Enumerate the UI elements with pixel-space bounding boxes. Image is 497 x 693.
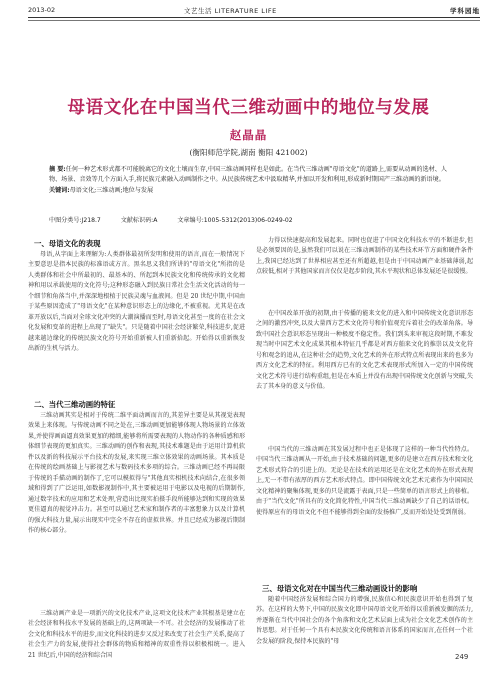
header-section: 学科园地 <box>450 7 480 15</box>
paragraph: 在中国改革开放的初期,由于传播的能来文化的进入和中国传统文化意识形态之间的激烈冲突,以及大量西方艺术文化符号和价值观充斥着社会的改革角落。导致中国社会意识形态呈现出一种极度不稳定性。我们到头来审视这段时期,不难发现当时中国艺术文化成果其根本特征几乎都是对西方舶来文化的推崇以及文化符号和观念的追从,在这种社会的趋势,文化艺术的外在形式特点所表现出来的也多为西方文化艺术的特征。利用西方已有的文化艺术表现形式所加入一定的中国传统文化艺术符号进行结构重组,但是在本质上并没有出现中国传统文化创新与突破,失去了其本身的意义与价值。 <box>256 310 473 391</box>
right-column <box>256 236 473 668</box>
author-name: 赵晶晶 <box>229 128 268 142</box>
classification-line <box>49 215 469 224</box>
abstract <box>49 165 453 186</box>
left-column <box>28 236 245 693</box>
paragraph: 三维动画产业是一项新兴的文化技术产业,这项文化技术产业其根基是建立在社会经济和科技水平发展的基础上的,这两项缺一不可。社会经济的发展推动了社会文化和科技水平的进步,而文化科技的进步又反过来改变了社会生产关系,提高了社会生产力的发展,使得社会群体的物质和精神的双重性得以积极相统一。进入 21 世纪后,中国的经济和综合国 <box>28 610 245 659</box>
paragraph: 母语,从字面上来理解为:人类群体最初所发明和使用的语言,而在一般情况下主要意思是指本民族的标准语或方言。黑名思义我们所讲的"母语文化"所指的是人类群体和社会中所最初的、最基本的、所起到本民族文化和传统传承的文化精神和用以承载使用的文化符号;这种形态融入到民族日常社会生活文化活动的每一个细节和角落当中,并深深地根植于民族灵魂与血液间。但是 20 世纪中期,中国由于某些原因造成了"母语文化"在某种意识形态上的边缘化,不被重视。尤其是在改革开放以后,当面对全球文化冲突的大潮演播而至时,母语文化甚至一度的在社会文化发展和变革的进程上出现了"缺失"。只是随着中国社会经济繁荣,科技进步,促进越来越边缘化的传统民族文化符号开始重新被人们重新拾起。开始得以重新焕发出新的生机与活力。 <box>28 251 245 353</box>
header-issue: 2013-02 <box>28 6 56 14</box>
header-journal: 文艺生活 LITERATURE LIFE <box>184 7 277 15</box>
section-heading-2: 二、当代三维动画的特征 <box>34 400 116 409</box>
keywords-text: 母语文化;三维动画;地位与发展 <box>69 186 154 194</box>
header-rule-thin <box>28 20 480 21</box>
abstract-block <box>49 165 453 196</box>
author-affiliation: (衡阳师范学院,湖南 衡阳 421002) <box>189 148 308 157</box>
section-heading-3: 三、母语文化对在中国当代三维动画设计的影响 <box>262 584 418 593</box>
paragraph: 随着中国经济发展和综合国力的增强,民族信心和民族意识开始也得到了复苏。在这样的大势下,中国的民族文化即中国母语文化开始得以重新被发掘的活力,并逐渐在当代中国社会的各个角落和文化艺术层面上成为社会文化艺术创作的主旨思想。对于任何一个具有本民族文化传统和语言体系的国家而言,在任何一个社会发展的阶段,保持本民族的"母 <box>256 596 473 645</box>
paragraph: 中国当代的三维动画在其发展过程中也正是体现了这样的一种当代性特点。中国当代三维动画从一开始,由于技术基础的问题,更多的是建立在西方技术和文化艺术形式符合的引进上的。无论是在技术的运用还是在文化艺术的外在形式表现上,无一不带有浓厚的西方艺术形式特点。即中国传统文化艺术元素作为中国国民文化精神的聚集体现,更多的只是流露于表面,只是一些简单的语言形式上的移植。由于"当代文化"所具有的文化简化特性,中国当代三维动画缺少了自己的话语权。使得原应有的母语文化不但不能够得到全面的发扬推广,反而开始处处受到削弱。 <box>256 446 473 516</box>
keywords-label: 关键词: <box>49 186 70 194</box>
page-number: 249 <box>455 653 469 661</box>
running-header <box>28 6 480 16</box>
paragraph: 三维动画其实是相对于传统二维平面动画而言的,其差异主要是从其视觉表现效果上来体现。与传统动画不同之处在,三维动画更加能够体现人物场景的立体效果,并使得画面逼真效果更加的精细,能够将所需要表现的人物动作的各种质感和形体细节表现的更加真实。三维动画的创作和表现,其技术难题是由于运用计算机软件以及新的科技展示平台技术的发展,来实现三维立体效果的动画场景。其本质是在传统的绘画基础上与影视艺术与数码技术多项的综合。三维动画已经不再局限于传统的手描动画的制作了,它可以模拟得与"其他真实相机技术向结合,在很多领域和得到了广泛运用,如数影视制作中,其主要被运用于电影以及电视的后期制作,通过数字技术的应用和艺术处理,营造出比现实拍摄手段所能够达到和实现的效果更佳逼真的视觉冲击力。甚至可以通过艺术家和制作者的丰富想象力以及计算机的强大科技力量,展示出现实中完全不存在的虚拟世界。并且已经成为影视后期制作的核心部分。 <box>28 412 245 534</box>
abstract-label: 摘 要: <box>49 166 66 173</box>
keywords <box>49 186 453 196</box>
article-number: 文章编号:1005-5312(2013)06-0249-02 <box>177 217 293 224</box>
paragraph: 力得以快速提高和发展起来。同时也促进了中国文化科技水平的不断进步,但是必须要因的是,虽然我们可以说在三维动画制作的某些技术环节方面和硬件条件上,我国已经达到了世界相应甚至还有所超越,但是由于中国动画产业基础薄弱,起点较低,相对于其他国家而言仅仅是起步阶段,其水平现状和总体发展还是很缓慢。 <box>256 237 473 276</box>
document-code: 文献标识码:A <box>120 217 158 224</box>
section-heading-1: 一、母语文化的表现 <box>34 239 101 248</box>
clc-number: 中图分类号:J218.7 <box>49 217 101 224</box>
header-rule <box>28 17 480 18</box>
abstract-text: 任何一种艺术形式都不可能脱离它的文化土壤而生存,中国三维动画同样也是如此。在当代三维动画"母语文化"的道路上,需要从动画的选材、人物、场景、音效等几个方面入手,将民族元素融入动画制作之中。从民族传统艺术中汲取精华,并加以开发和利用,形成新时期国产三维动画的新语境。 <box>49 166 447 184</box>
article-title: 母语文化在中国当代三维动画中的地位与发展 <box>67 98 430 118</box>
